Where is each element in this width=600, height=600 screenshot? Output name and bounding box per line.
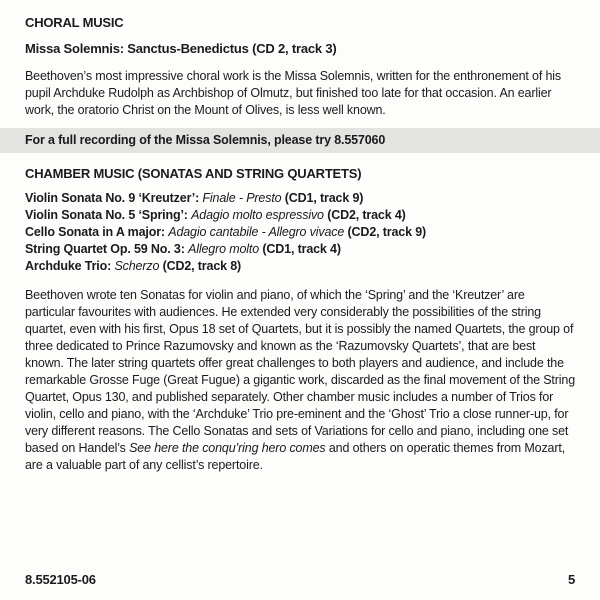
track-cd-reference: (CD1, track 4) (262, 242, 341, 256)
track-cd-reference: (CD1, track 9) (284, 191, 364, 205)
catalog-number: 8.552105-06 (25, 572, 96, 587)
track-item (25, 207, 575, 224)
track-cd-reference: (CD2, track 4) (327, 208, 406, 222)
track-list (25, 190, 575, 275)
choral-music-heading: CHORAL MUSIC (25, 15, 124, 30)
page-number: 5 (567, 572, 575, 587)
track-item (25, 241, 575, 258)
track-item (25, 258, 575, 275)
track-cd-reference: (CD2, track 9) (347, 225, 427, 239)
chamber-music-heading: CHAMBER MUSIC (SONATAS AND STRING QUARTETS) (25, 166, 362, 181)
chamber-paragraph-text-end: and others on operatic themes from Mozart, are a valuable part of any cellist’s repertoire. (25, 441, 566, 472)
track-item (25, 224, 575, 241)
track-movement: Allegro molto (188, 242, 260, 256)
track-work-title: Cello Sonata in A major: (25, 225, 165, 239)
handel-work-title: See here the conqu’ring hero comes (129, 441, 326, 455)
choral-paragraph: Beethoven’s most impressive choral work is the Missa Solemnis, written for the enthronement of his pupil Archduke Rudolph as Archbishop of Olmutz, but finished too late for that occasion. An earlier work, the oratorio Christ on the Mount of Olives, is less well known. (25, 69, 562, 117)
track-movement: Finale - Presto (202, 191, 282, 205)
track-work-title: Violin Sonata No. 9 ‘Kreutzer’: (25, 191, 200, 205)
track-movement: Scherzo (114, 259, 160, 273)
track-movement: Adagio molto espressivo (191, 208, 324, 222)
chamber-paragraph (25, 287, 575, 474)
page-footer (25, 572, 575, 587)
missa-solemnis-subheading: Missa Solemnis: Sanctus-Benedictus (CD 2, track 3) (25, 41, 337, 56)
track-cd-reference: (CD2, track 8) (162, 259, 242, 273)
track-item (25, 190, 575, 207)
track-work-title: Archduke Trio: (25, 259, 112, 273)
track-work-title: Violin Sonata No. 5 ‘Spring’: (25, 208, 188, 222)
chamber-paragraph-text: Beethoven wrote ten Sonatas for violin and piano, of which the ‘Spring’ and the ‘Kreutzer’ are particular favourites with audiences. He extended very considerably the possibilities of the string quartet, even with his first, Opus 18 set of Quartets, but it is possibly the named Quartets, the group of three dedicated to Prince Razumovsky and known as the ‘Razumovsky Quartets’, that are best known. The later string quartets offer great challenges to both players and audience, and include the remarkable Grosse Fuge (Great Fugue) a gigantic work, discarded as the final movement of the String Quartet, Opus 130, and published separately. Other chamber music includes a number of Trios for violin, cello and piano, with the ‘Archduke’ Trio pre-eminent and the ‘Ghost’ Trio a close runner-up, for very different reasons. The Cello Sonatas and sets of Variations for cello and piano, including one set based on Handel’s (25, 288, 576, 455)
track-work-title: String Quartet Op. 59 No. 3: (25, 242, 185, 256)
track-movement: Adagio cantabile - Allegro vivace (168, 225, 345, 239)
recommendation-banner: For a full recording of the Missa Solemnis, please try 8.557060 (0, 128, 600, 153)
